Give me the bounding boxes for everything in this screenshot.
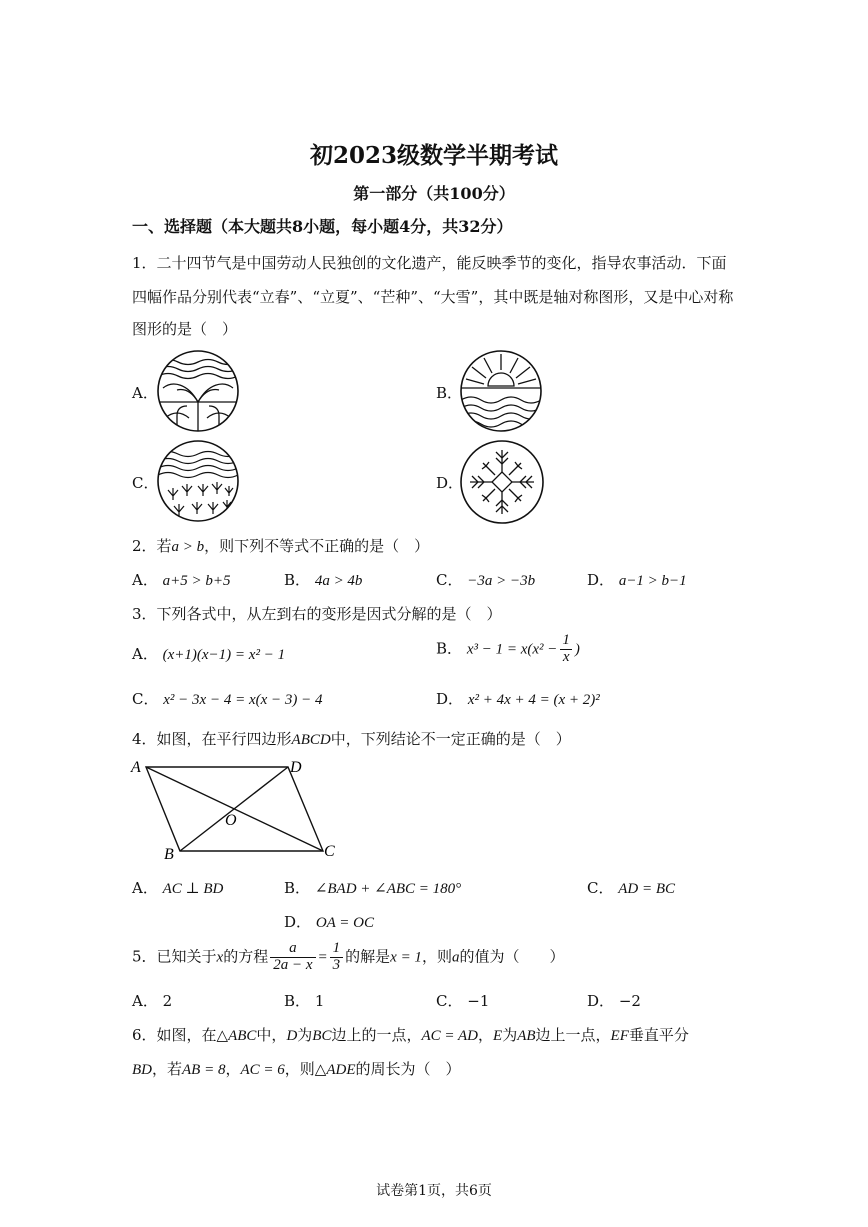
q4-option-c: C． AD = BC <box>587 879 676 897</box>
q4-option-b: B． ∠BAD + ∠ABC = 180° <box>284 879 462 897</box>
part-heading: 第一部分（共100分） <box>353 184 515 203</box>
q2-option-a: A． a+5 > b+5 <box>132 571 231 589</box>
q1-option-b-label: B． <box>436 384 463 402</box>
section-heading: 一、选择题（本大题共8小题，每小题4分，共32分） <box>132 217 513 236</box>
q3-option-b: B． x³ − 1 = x(x² − $\frac{1}{x}$ ) <box>436 632 580 665</box>
q4-option-a: A． AC ⊥ BD <box>132 879 224 897</box>
q2-option-b: B． 4a > 4b <box>284 571 363 589</box>
q3-option-d: D． x² + 4x + 4 = (x + 2)² <box>436 690 600 708</box>
q5-option-b: B． 1 <box>284 992 325 1010</box>
vertex-c-label: C <box>324 843 335 860</box>
q5-stem: 5．已知关于x的方程 $\frac{a}{2a - x}$ = $\frac{1}{3}$ 的解是x = 1，则a的值为（ ） <box>132 940 565 973</box>
q5-option-a: A． 2 <box>132 992 173 1010</box>
q1-option-d-label: D． <box>436 474 464 492</box>
q5-option-d: D． −2 <box>587 992 641 1010</box>
q3-option-c: C． x² − 3x − 4 = x(x − 3) − 4 <box>132 690 323 708</box>
q2-stem: 2．若a > b，则下列不等式不正确的是（ ） <box>132 537 430 555</box>
q4-option-d: D． OA = OC <box>284 913 374 931</box>
lichun-figure <box>155 348 241 434</box>
lixia-figure <box>458 348 544 434</box>
q3-option-a: A． (x+1)(x−1) = x² − 1 <box>132 645 286 663</box>
vertex-b-label: B <box>164 846 174 863</box>
q6-line1: 6．如图，在△ABC中，D为BC边上的一点，AC = AD，E为AB边上一点，EF垂直平分 <box>132 1026 689 1044</box>
page-title: 初2023级数学半期考试 <box>309 142 558 169</box>
vertex-a-label: A <box>131 759 141 776</box>
q5-option-c: C． −1 <box>436 992 490 1010</box>
q4-stem: 4．如图，在平行四边形ABCD中，下列结论不一定正确的是（ ） <box>132 730 571 748</box>
q1-option-a-label: A． <box>132 384 158 402</box>
parallelogram-figure <box>128 755 348 865</box>
q1-line3: 图形的是（ ） <box>132 320 238 338</box>
vertex-d-label: D <box>290 759 302 776</box>
q3-stem: 3．下列各式中，从左到右的变形是因式分解的是（ ） <box>132 605 502 623</box>
q6-line2: BD，若AB = 8，AC = 6，则△ADE的周长为（ ） <box>132 1060 461 1078</box>
center-o-label: O <box>225 812 237 829</box>
mangzhong-figure <box>155 438 241 524</box>
q2-option-c: C． −3a > −3b <box>436 571 536 589</box>
page-footer: 试卷第1页，共6页 <box>376 1183 492 1199</box>
q1-line2: 四幅作品分别代表“立春”、“立夏”、“芒种”、“大雪”，其中既是轴对称图形，又是中心对称 <box>132 288 734 306</box>
q2-option-d: D． a−1 > b−1 <box>587 571 687 589</box>
q1-option-c-label: C． <box>132 474 159 492</box>
q1-line1: 1．二十四节气是中国劳动人民独创的文化遗产，能反映季节的变化，指导农事活动．下面 <box>132 254 727 272</box>
daxue-figure <box>458 438 546 526</box>
